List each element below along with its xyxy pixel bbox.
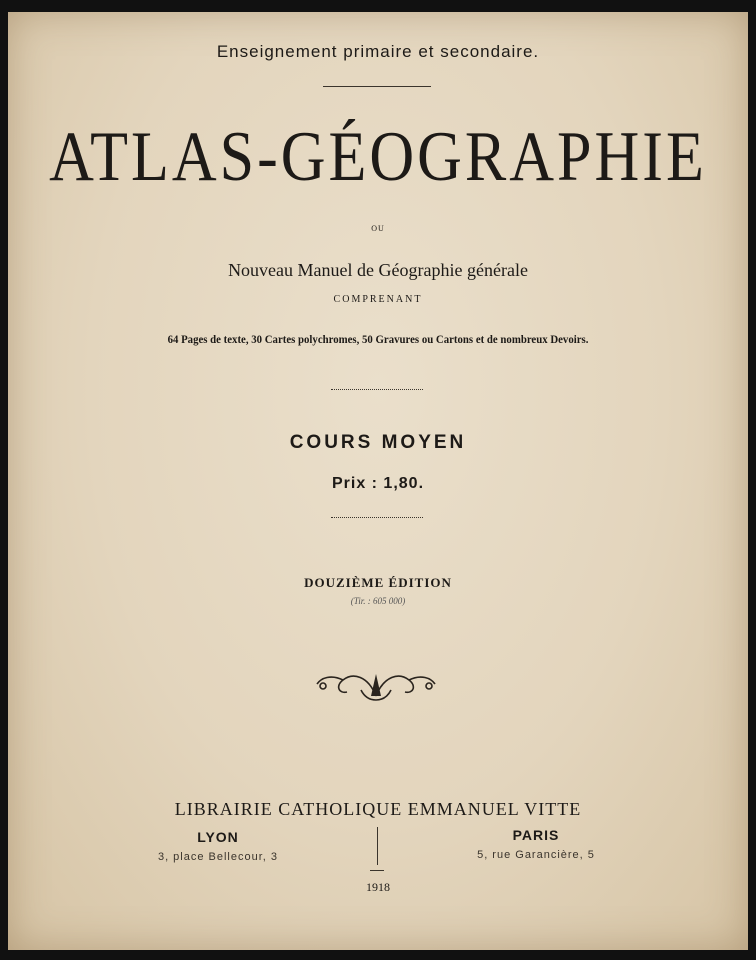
contents-description: 64 Pages de texte, 30 Cartes polychromes, 50 Gravures ou Cartons et de nombreux Devoirs. [167,332,589,346]
city-lyon: LYON [197,829,239,845]
fleuron-ornament-icon [313,666,439,704]
divider-rule [331,389,423,390]
book-subtitle: Nouveau Manuel de Géographie générale [228,260,528,280]
divider-rule [323,86,431,87]
publisher-name: LIBRAIRIE CATHOLIQUE EMMANUEL VITTE [174,799,582,819]
divider-rule [331,517,423,518]
vertical-divider [377,827,378,865]
city-paris: PARIS [512,827,560,843]
series-line: Enseignement primaire et secondaire. [216,42,540,61]
edition-label: DOUZIÈME ÉDITION [304,575,452,590]
divider-rule [370,870,384,871]
conjunction-text: OU [371,224,385,233]
comprenant-text: COMPRENANT [333,294,423,305]
lyon-address-block [118,829,318,863]
address-lyon: 3, place Bellecour, 3 [157,851,279,863]
paris-address-block [436,827,636,861]
publication-year: 1918 [366,880,390,894]
print-run: (Tir. : 605 000) [350,596,406,606]
book-cover [8,12,748,950]
address-paris: 5, rue Garancière, 5 [477,849,595,861]
book-title: ATLAS-GÉOGRAPHIE [49,117,707,197]
price-text: Prix : 1,80. [331,475,425,492]
course-level: COURS MOYEN [289,432,467,453]
